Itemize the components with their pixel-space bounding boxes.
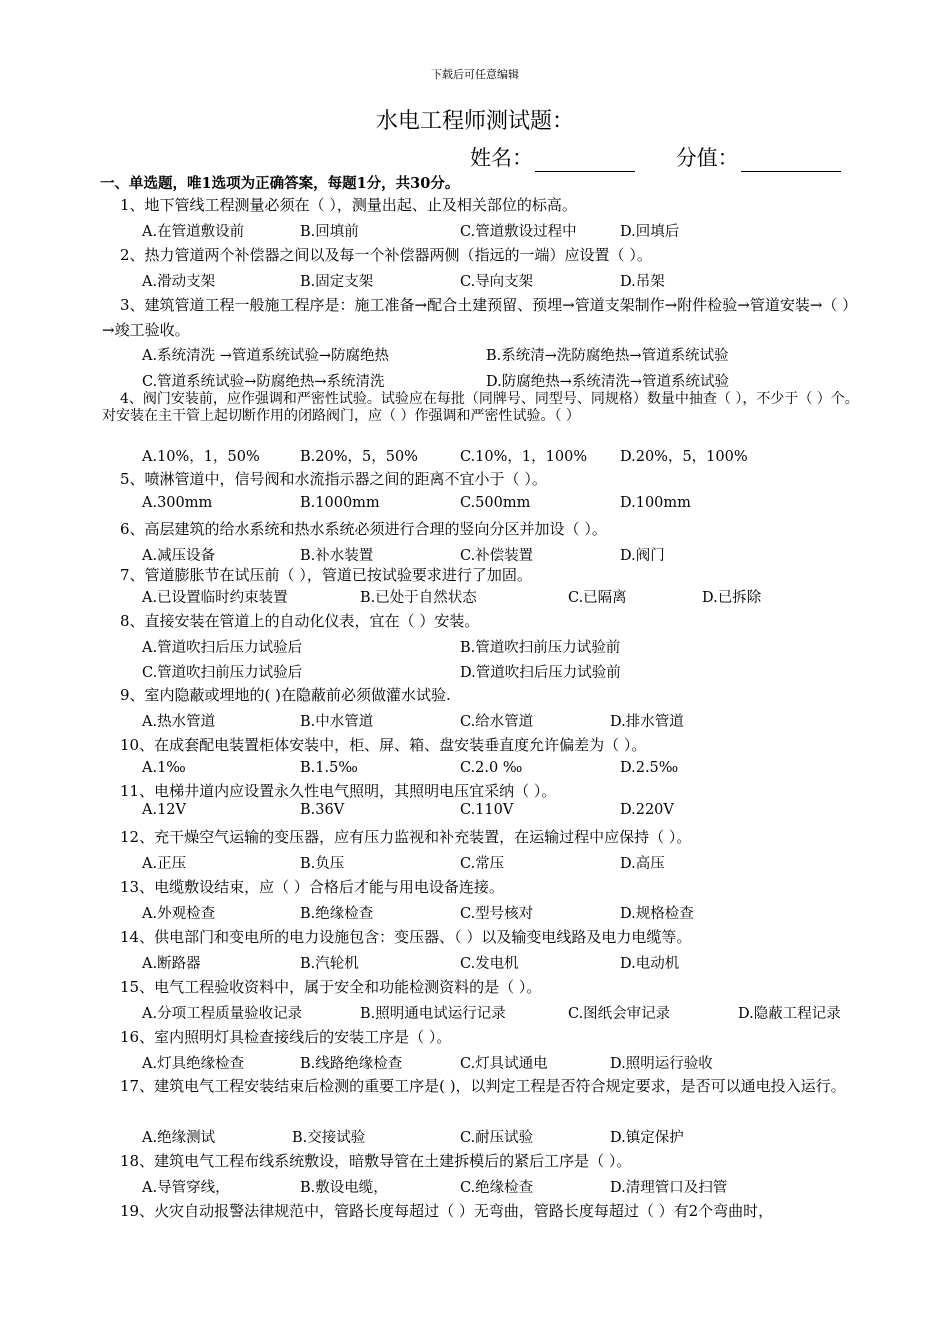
option-17a: A.绝缘测试	[142, 1130, 216, 1146]
option-5a: A.300mm	[142, 495, 213, 511]
name-blank[interactable]	[535, 151, 635, 172]
option-12c: C.常压	[460, 856, 505, 872]
score-label: 分值：	[675, 146, 739, 170]
section-heading: 一、单选题，唯1选项为正确答案，每题1分，共30分。	[100, 175, 460, 192]
question-14: 14、供电部门和变电所的电力设施包含：变压器、（ ）以及输变电线路及电力电缆等。	[120, 928, 692, 946]
option-9a: A.热水管道	[142, 714, 216, 730]
option-7b: B.已处于自然状态	[360, 590, 477, 606]
option-1a: A.在管道敷设前	[142, 224, 245, 240]
option-6b: B.补水装置	[300, 548, 374, 564]
question-12: 12、充干燥空气运输的变压器，应有压力监视和补充装置，在运输过程中应保持（ ）。	[120, 828, 692, 846]
option-14a: A.断路器	[142, 956, 201, 972]
option-16d: D.照明运行验收	[610, 1056, 713, 1072]
option-5d: D.100mm	[620, 495, 691, 511]
question-4: 4、阀门安装前，应作强调和严密性试验。试验应在每批（同牌号、同型号、同规格）数量中抽查（ ），不少于（ ）个。对安装在主干管上起切断作用的闭路阀门，应（ ）作强调和严密性试验。（ ）	[102, 391, 859, 424]
question-19: 19、火灾自动报警法律规范中，管路长度每超过（ ）无弯曲，管路长度每超过（ ）有2个弯曲时，	[120, 1202, 774, 1220]
option-3a: A.系统清洗 →管道系统试验→防腐绝热	[142, 348, 389, 364]
option-11d: D.220V	[620, 802, 674, 818]
header-note: 下载后可任意编辑	[431, 68, 519, 81]
option-11a: A.12V	[142, 802, 187, 818]
option-10a: A.1‰	[142, 760, 186, 776]
option-11b: B.36V	[300, 802, 345, 818]
question-5: 5、喷淋管道中，信号阀和水流指示器之间的距离不宜小于（ ）。	[120, 470, 547, 488]
option-16b: B.线路绝缘检查	[300, 1056, 403, 1072]
option-10d: D.2.5‰	[620, 760, 679, 776]
option-6d: D.阀门	[620, 548, 665, 564]
option-8d: D.管道吹扫后压力试验前	[460, 665, 621, 681]
option-12b: B.负压	[300, 856, 345, 872]
question-10: 10、在成套配电装置柜体安装中，柜、屏、箱、盘安装垂直度允许偏差为（ ）。	[120, 736, 647, 754]
option-15b: B.照明通电试运行记录	[360, 1006, 506, 1022]
option-15c: C.图纸会审记录	[568, 1006, 671, 1022]
option-8c: C.管道吹扫前压力试验后	[142, 665, 303, 681]
question-8: 8、直接安装在管道上的自动化仪表，宜在（ ）安装。	[120, 612, 480, 630]
name-score-bar	[470, 142, 875, 172]
score-blank[interactable]	[741, 151, 841, 172]
option-7d: D.已拆除	[702, 590, 762, 606]
option-7c: C.已隔离	[568, 590, 627, 606]
question-6: 6、高层建筑的给水系统和热水系统必须进行合理的竖向分区并加设（ ）。	[120, 520, 607, 538]
option-1b: B.回填前	[300, 224, 359, 240]
option-6a: A.减压设备	[142, 548, 216, 564]
option-5c: C.500mm	[460, 495, 531, 511]
option-1c: C.管道敷设过程中	[460, 224, 577, 240]
question-3: 3、建筑管道工程一般施工程序是：施工准备→配合土建预留、预埋→管道支架制作→附件检验→管道安装→（ ）→竣工验收。	[102, 296, 858, 339]
option-13c: C.型号核对	[460, 906, 534, 922]
question-18: 18、建筑电气工程布线系统敷设，暗敷导管在土建拆模后的紧后工序是（ ）。	[120, 1152, 632, 1170]
option-2b: B.固定支架	[300, 274, 374, 290]
option-16c: C.灯具试通电	[460, 1056, 548, 1072]
option-3d: D.防腐绝热→系统清洗→管道系统试验	[486, 374, 730, 390]
option-18c: C.绝缘检查	[460, 1180, 534, 1196]
option-14d: D.电动机	[620, 956, 680, 972]
option-10c: C.2.0 ‰	[460, 760, 523, 776]
question-11: 11、电梯井道内应设置永久性电气照明，其照明电压宜采纳（ ）。	[120, 782, 557, 800]
option-18a: A.导管穿线，	[142, 1180, 230, 1196]
option-17d: D.镇定保护	[610, 1130, 684, 1146]
option-9c: C.给水管道	[460, 714, 534, 730]
question-2: 2、热力管道两个补偿器之间以及每一个补偿器两侧（指远的一端）应设置（ ）。	[120, 246, 652, 264]
option-9b: B.中水管道	[300, 714, 374, 730]
question-15: 15、电气工程验收资料中，属于安全和功能检测资料的是（ ）。	[120, 978, 542, 996]
page-title: 水电工程师测试题：	[375, 109, 574, 134]
question-1: 1、地下管线工程测量必须在（ ），测量出起、止及相关部位的标高。	[120, 196, 577, 214]
option-6c: C.补偿装置	[460, 548, 534, 564]
option-16a: A.灯具绝缘检查	[142, 1056, 245, 1072]
option-17c: C.耐压试验	[460, 1130, 534, 1146]
option-12a: A.正压	[142, 856, 187, 872]
option-10b: B.1.5‰	[300, 760, 358, 776]
option-4c: C.10%，1，100%	[460, 449, 588, 465]
option-14c: C.发电机	[460, 956, 519, 972]
option-4b: B.20%，5，50%	[300, 449, 418, 465]
option-18d: D.清理管口及扫管	[610, 1180, 728, 1196]
option-5b: B.1000mm	[300, 495, 380, 511]
question-7: 7、管道膨胀节在试压前（ ），管道已按试验要求进行了加固。	[120, 566, 532, 584]
question-9: 9、室内隐蔽或埋地的( )在隐蔽前必须做灌水试验.	[120, 686, 451, 704]
option-2c: C.导向支架	[460, 274, 534, 290]
option-15d: D.隐蔽工程记录	[738, 1006, 841, 1022]
option-8b: B.管道吹扫前压力试验前	[460, 640, 621, 656]
option-2a: A.滑动支架	[142, 274, 216, 290]
option-3c: C.管道系统试验→防腐绝热→系统清洗	[142, 374, 385, 390]
option-7a: A.已设置临时约束装置	[142, 590, 288, 606]
option-18b: B.敷设电缆，	[300, 1180, 388, 1196]
option-13d: D.规格检查	[620, 906, 694, 922]
option-15a: A.分项工程质量验收记录	[142, 1006, 303, 1022]
option-9d: D.排水管道	[610, 714, 684, 730]
option-14b: B.汽轮机	[300, 956, 359, 972]
question-17: 17、建筑电气工程安装结束后检测的重要工序是( )，以判定工程是否符合规定要求，是否可以通电投入运行。	[120, 1077, 846, 1095]
option-8a: A.管道吹扫后压力试验后	[142, 640, 303, 656]
question-13: 13、电缆敷设结束，应（ ）合格后才能与用电设备连接。	[120, 878, 504, 896]
question-16: 16、室内照明灯具检查接线后的安装工序是（ ）。	[120, 1028, 452, 1046]
option-1d: D.回填后	[620, 224, 680, 240]
option-3b: B.系统清→洗防腐绝热→管道系统试验	[486, 348, 729, 364]
option-2d: D.吊架	[620, 274, 665, 290]
option-4a: A.10%，1，50%	[142, 449, 260, 465]
option-4d: D.20%，5，100%	[620, 449, 748, 465]
option-13b: B.绝缘检查	[300, 906, 374, 922]
option-11c: C.110V	[460, 802, 514, 818]
name-label: 姓名：	[470, 146, 533, 170]
option-13a: A.外观检查	[142, 906, 216, 922]
option-17b: B.交接试验	[292, 1130, 366, 1146]
option-12d: D.高压	[620, 856, 665, 872]
